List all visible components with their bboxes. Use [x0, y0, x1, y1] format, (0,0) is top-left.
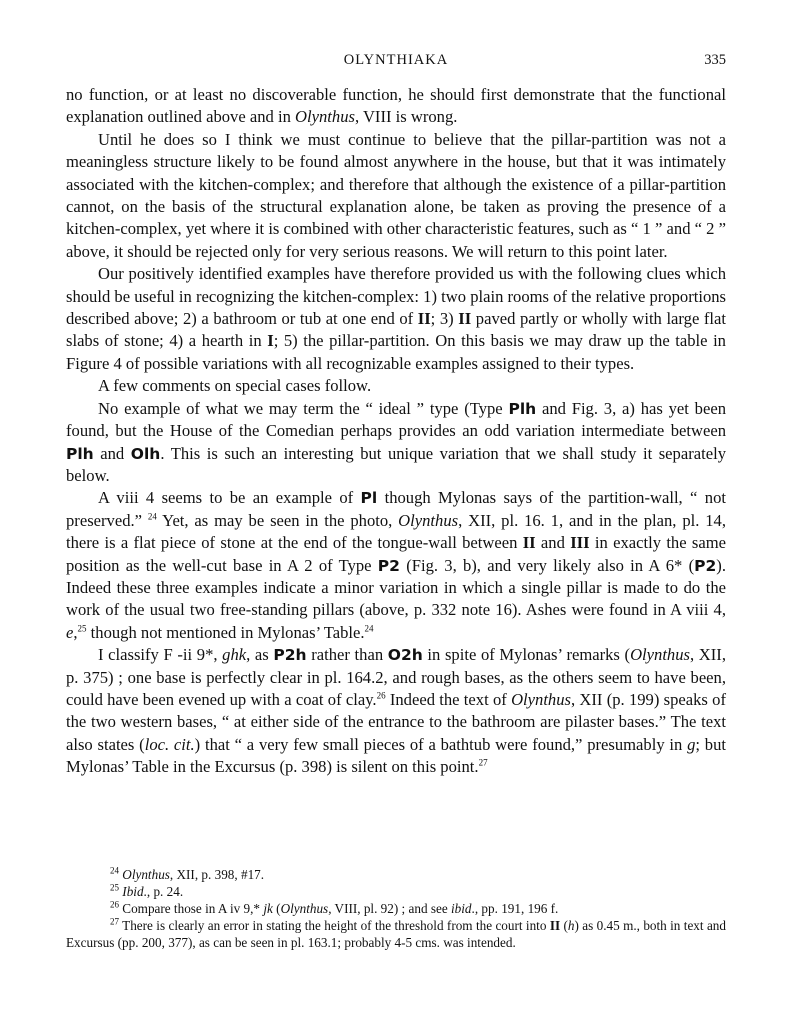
footnote-ref: 27	[478, 757, 488, 768]
footnote-ref: 25	[110, 882, 119, 893]
text-run: A few comments on special cases follow.	[98, 376, 372, 396]
paragraph	[66, 487, 726, 644]
text-run: ., p. 24.	[143, 884, 184, 899]
text-run: loc. cit.	[144, 734, 195, 754]
text-run: , XII, p. 398, #17.	[169, 867, 265, 882]
footnote-ref: 24	[147, 511, 157, 522]
text-run: Yet, as may be seen in the photo,	[156, 510, 399, 530]
text-run: (Fig. 3, b), and very likely also in A 6* (	[399, 555, 695, 575]
text-run: . This is such an interesting but unique variation that we shall study it separately below.	[66, 443, 726, 485]
body-text	[66, 84, 726, 779]
text-run: ghk	[222, 645, 247, 665]
text-run: Plh	[66, 444, 94, 463]
text-run: ., pp. 191, 196 f.	[471, 901, 559, 916]
text-run: jk	[263, 901, 273, 916]
text-run: Olynthus	[511, 689, 571, 709]
text-run: Plh	[508, 399, 537, 418]
text-run: no function, or at least no discoverable function, he should first demonstrate that the functional explanation outlined above and in	[66, 85, 726, 127]
footnote-ref: 26	[376, 690, 386, 701]
text-run: , VIII is wrong.	[354, 107, 458, 127]
footnote-ref: 24	[110, 865, 119, 876]
text-run: Pl	[360, 489, 378, 508]
text-run: rather than	[306, 645, 388, 665]
footnote	[66, 917, 726, 951]
text-run: ibid	[451, 901, 472, 916]
footnote-ref: 25	[77, 623, 87, 634]
text-run: Indeed the text of	[385, 689, 512, 709]
text-run: Until he does so I think we must continue to believe that the pillar-partition was not a meaningless structure likely to be found almost anywhere in the house, but that it was intimately associated with the kitchen-complex; and therefore that although the existence of a pillar-partition cannot, on the basis of the structural explanation alone, be taken as proving the presence of a kitchen-complex, yet where it is combined with other characteristic features, such as “ 1 ” and “ 2 ” above, it should be rejected only for very serious reasons. We will return to this point later.	[66, 129, 726, 261]
text-run: II	[549, 918, 561, 933]
text-run: in exactly the same position as the well-cut base in A 2 of Type	[66, 533, 726, 575]
paragraph	[66, 644, 726, 778]
paragraph	[66, 375, 726, 397]
text-run: Olynthus	[398, 510, 459, 530]
footnote	[66, 900, 726, 917]
text-run: II	[417, 309, 431, 329]
text-run: ; 5) the pillar-partition. On this basis we may draw up the table in Figure 4 of possible variations with all recognizable examples assigned to their types.	[66, 331, 726, 373]
text-run: ,	[73, 622, 78, 642]
text-run: ; but Mylonas’ Table in the Excursus (p. 398) is silent on this point.	[66, 734, 727, 777]
footnote	[66, 866, 726, 883]
running-title: OLYNTHIAKA	[343, 52, 449, 68]
text-run: , XII, p. 375) ; one base is perfectly clear in pl. 164.2, and rough bases, as the others seem to have been, could have been evened up with a coat of clay.	[66, 645, 726, 709]
text-run: g	[687, 734, 696, 754]
text-run: and	[535, 533, 571, 553]
text-run: though Mylonas says of the partition-wall, “ not preserved.”	[66, 488, 726, 530]
text-run: h	[567, 918, 575, 933]
text-run: (	[560, 918, 568, 933]
text-run: and Fig. 3, a) has yet been found, but the House of the Comedian perhaps provides an odd variation intermediate between	[66, 398, 726, 441]
text-run: Compare those in A iv 9,*	[119, 901, 264, 916]
text-run: , XII (p. 199) speaks of the two western bases, “ at either side of the entrance to the bathroom are pilaster bases.” The text also states (	[66, 689, 726, 754]
footnote	[66, 883, 726, 900]
text-run: ) as 0.45 m., both in text and Excursus (pp. 200, 377), as can be seen in pl. 163.1; probably 4-5 cms. was intended.	[66, 918, 726, 950]
text-run: III	[570, 533, 590, 553]
text-run: A viii 4 seems to be an example of	[98, 488, 361, 508]
paragraph	[66, 129, 726, 263]
page-header	[66, 52, 726, 72]
text-run: Olynthus	[295, 107, 355, 127]
footnotes	[66, 866, 726, 951]
text-run: paved partly or wholly with large flat slabs of stone; 4) a hearth in	[66, 309, 726, 351]
footnote-ref: 26	[110, 899, 119, 910]
footnote-ref: 27	[110, 916, 119, 927]
text-run: ). Indeed these three examples indicate a minor variation in which a single pillar is made to do the work of the usual two free-standing pillars (above, p. 332 note 16). Ashes were found in A viii 4,	[66, 555, 726, 620]
text-run: (	[272, 901, 281, 916]
text-run: Olynthus	[630, 645, 690, 665]
footnote-ref: 24	[364, 623, 374, 634]
text-run: Ibid	[122, 884, 144, 899]
paragraph	[66, 263, 726, 375]
text-run: in spite of Mylonas’ remarks (	[422, 645, 631, 665]
text-run: ; 3)	[430, 309, 459, 329]
text-run: , XII, pl. 16. 1, and in the plan, pl. 14, there is a flat piece of stone at the end of the tongue-wall between	[66, 510, 726, 553]
page-number: 335	[704, 52, 726, 68]
text-run: There is clearly an error in stating the height of the threshold from the court into	[119, 918, 550, 933]
text-run: O2h	[387, 646, 423, 665]
text-run: II	[522, 533, 536, 553]
text-run: Our positively identified examples have therefore provided us with the following clues which should be useful in recognizing the kitchen-complex: 1) two plain rooms of the relative proportions described above; 2) a bathroom or tub at one end of	[66, 264, 726, 329]
text-run: ) that “ a very few small pieces of a bathtub were found,” presumably in	[194, 734, 688, 754]
text-run: and	[93, 443, 131, 463]
text-run: I	[267, 331, 274, 351]
text-run: II	[458, 309, 472, 329]
text-run: Olynthus	[122, 867, 170, 882]
text-run: , VIII, pl. 92) ; and see	[328, 901, 451, 916]
text-run: P2	[377, 556, 400, 575]
text-run: Olh	[130, 444, 161, 463]
paragraph	[66, 398, 726, 488]
text-run: No example of what we may term the “ ideal ” type (Type	[98, 398, 509, 418]
text-run: , as	[246, 645, 274, 665]
paragraph	[66, 84, 726, 129]
text-run: Olynthus	[280, 901, 329, 916]
text-run: I classify F -ii 9*,	[98, 645, 223, 665]
text-run: P2h	[273, 646, 307, 665]
text-run: though not mentioned in Mylonas’ Table.	[86, 622, 365, 642]
text-run: e	[66, 622, 74, 642]
text-run: P2	[694, 556, 717, 575]
